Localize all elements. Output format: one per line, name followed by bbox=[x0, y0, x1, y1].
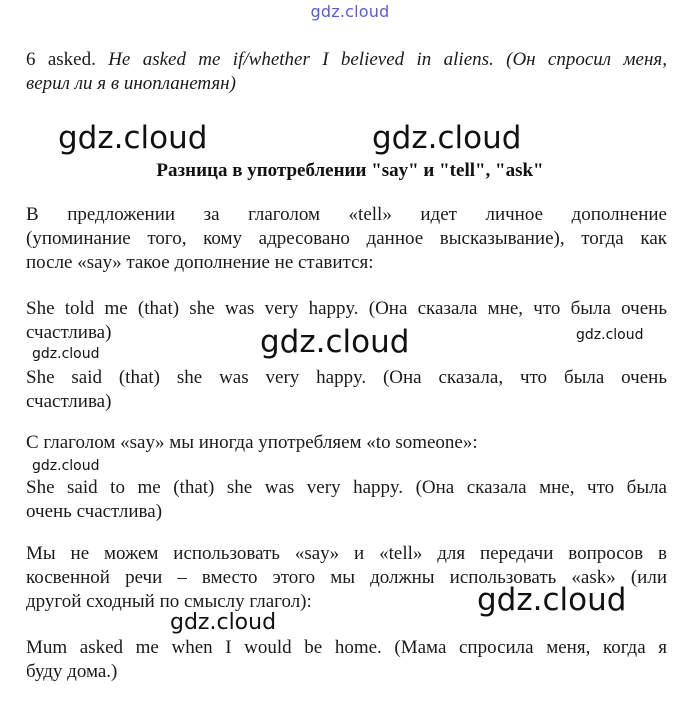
example-3-line-2: очень счастлива) bbox=[26, 501, 163, 522]
paragraph-1-line-3: после «say» такое дополнение не ставится: bbox=[26, 252, 374, 273]
item-6-italic-text: He asked me if/whether I believed in aliens. (Он спросил меня, bbox=[108, 49, 667, 70]
paragraph-1-line-2: (упоминание того, кому адресовано данное высказывание), тогда как bbox=[26, 228, 667, 249]
example-2 bbox=[26, 366, 667, 414]
example-4 bbox=[26, 636, 667, 684]
watermark-3: gdz.cloud bbox=[32, 346, 100, 362]
top-watermark: gdz.cloud bbox=[310, 2, 390, 21]
paragraph-2-line-1: С глаголом «say» мы иногда употребляем «to someone»: bbox=[26, 432, 478, 453]
watermark-8: gdz.cloud bbox=[170, 610, 277, 635]
example-4-line-2: буду дома.) bbox=[26, 661, 118, 682]
paragraph-2 bbox=[26, 431, 667, 455]
example-3 bbox=[26, 476, 667, 524]
watermark-4: gdz.cloud bbox=[260, 324, 410, 360]
paragraph-3-line-3: другой сходный по смыслу глагол): bbox=[26, 591, 312, 612]
paragraph-1 bbox=[26, 203, 667, 275]
paragraph-3-line-2: косвенной речи – вместо этого мы должны использовать «ask» (или bbox=[26, 567, 667, 588]
watermark-5: gdz.cloud bbox=[576, 327, 644, 343]
watermark-6: gdz.cloud bbox=[32, 458, 100, 474]
paragraph-1-line-1: В предложении за глаголом «tell» идет личное дополнение bbox=[26, 204, 667, 225]
example-2-line-2: счастлива) bbox=[26, 391, 112, 412]
item-6-paragraph bbox=[26, 48, 667, 96]
section-heading: Разница в употреблении "say" и "tell", "ask" bbox=[156, 160, 544, 181]
item-6-number: 6 asked. bbox=[26, 49, 109, 70]
watermark-7: gdz.cloud bbox=[477, 582, 627, 618]
example-2-line-1: She said (that) she was very happy. (Она сказала, что была очень bbox=[26, 367, 667, 388]
example-1-line-2: счастлива) bbox=[26, 322, 112, 343]
example-3-line-1: She said to me (that) she was very happy. (Она сказала мне, что была bbox=[26, 477, 667, 498]
watermark-2: gdz.cloud bbox=[372, 120, 522, 156]
paragraph-3-line-1: Мы не можем использовать «say» и «tell» для передачи вопросов в bbox=[26, 543, 667, 564]
example-4-line-1: Mum asked me when I would be home. (Мама спросила меня, когда я bbox=[26, 637, 667, 658]
example-1-line-1: She told me (that) she was very happy. (Она сказала мне, что была очень bbox=[26, 298, 667, 319]
item-6-line-1 bbox=[26, 48, 667, 72]
item-6-line-2: верил ли я в инопланетян) bbox=[26, 73, 236, 94]
watermark-1: gdz.cloud bbox=[58, 120, 208, 156]
